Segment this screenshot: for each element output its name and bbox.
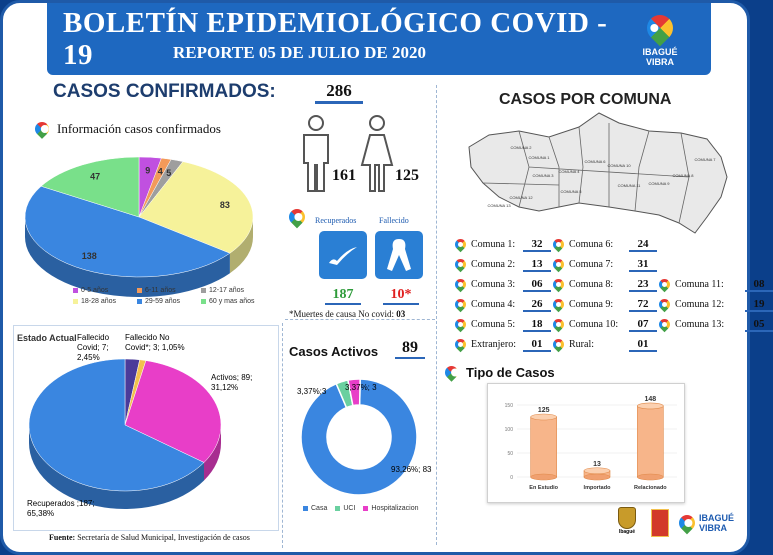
map-label: COMUNA 6 <box>584 159 606 164</box>
alcaldia-logo <box>615 507 639 545</box>
comuna-label: Comuna 9: <box>569 299 614 310</box>
legend-swatch <box>303 506 308 511</box>
shield-icon <box>618 507 636 529</box>
comuna-item <box>553 277 649 290</box>
location-pin-icon <box>453 317 469 333</box>
comuna-label: Comuna 2: <box>471 259 516 270</box>
estado-label-recuperados: Recuperados ;187; 65,38% <box>27 499 95 518</box>
map-label: COMUNA 13 <box>487 203 511 208</box>
estado-label-fallecido-covid: Fallecido Covid; 7; 2,45% <box>77 333 110 362</box>
pie-value-label: 5 <box>166 167 172 178</box>
location-pin-icon <box>657 277 673 293</box>
legend-item <box>73 287 137 294</box>
bar-en-estudio <box>531 417 557 477</box>
confirmed-label: CASOS CONFIRMADOS: <box>53 81 276 102</box>
legend-label: 0-5 años <box>81 287 109 294</box>
bar-base <box>584 474 610 480</box>
comuna-value: 06 <box>523 278 551 292</box>
activos-label-hosp: 3,37%; 3 <box>345 383 377 392</box>
map-label: COMUNA 12 <box>509 195 533 200</box>
pie-value-label: 83 <box>219 199 230 210</box>
comuna-label: Comuna 10: <box>569 319 619 330</box>
source-line <box>49 533 250 542</box>
bar-relacionado <box>637 406 663 477</box>
map-label: COMUNA 9 <box>648 181 670 186</box>
map-label: COMUNA 11 <box>617 183 641 188</box>
women-count: 125 <box>395 167 419 184</box>
ibague-vibra-logo <box>637 11 683 69</box>
comuna-label: Extranjero: <box>471 339 516 350</box>
legend-label: 6-11 años <box>145 287 176 294</box>
comuna-item <box>659 317 765 330</box>
location-pin-icon <box>642 10 679 47</box>
legend-item <box>137 298 201 305</box>
legend-swatch <box>137 288 142 293</box>
comuna-value: 24 <box>629 238 657 252</box>
bar-top <box>531 414 557 420</box>
comuna-item <box>659 277 765 290</box>
legend-swatch <box>335 506 340 511</box>
legend-item <box>363 505 418 512</box>
legend-item <box>303 505 327 512</box>
legend-label: Casa <box>311 505 328 512</box>
comuna-value: 05 <box>745 318 773 332</box>
comuna-value: 72 <box>629 298 657 312</box>
location-pin-icon <box>453 257 469 273</box>
comuna-item <box>455 297 543 310</box>
activos-label: Casos Activos <box>289 344 379 359</box>
bar-value-label: 13 <box>593 460 601 468</box>
legend-item <box>201 287 265 294</box>
location-pin-icon <box>32 119 52 139</box>
deceased-label: Fallecido <box>379 216 409 225</box>
legend-item <box>73 298 137 305</box>
legend-label: Hospitalizacion <box>371 505 419 512</box>
location-pin-icon <box>453 297 469 313</box>
x-tick-label: Importado <box>583 485 611 491</box>
comuna-label: Comuna 1: <box>471 239 516 250</box>
location-pin-icon <box>551 317 567 333</box>
comuna-label: Comuna 7: <box>569 259 614 270</box>
x-tick-label: Relacionado <box>633 485 667 491</box>
recovered-label: Recuperados <box>315 216 357 225</box>
location-pin-icon <box>676 512 699 535</box>
map-label: COMUNA 5 <box>560 189 582 194</box>
comuna-item <box>455 237 543 250</box>
legend-label: 29-59 años <box>145 298 181 305</box>
legend-item <box>201 298 265 305</box>
location-pin-icon <box>286 206 309 229</box>
legend-item <box>137 287 201 294</box>
source-label: Fuente: <box>49 533 76 542</box>
estado-label-activos: Activos; 89; 31,12% <box>211 373 253 392</box>
comuna-item <box>455 317 543 330</box>
source-text: Secretaría de Salud Municipal, Investigación de casos <box>77 533 250 542</box>
legend-label: UCI <box>343 505 356 512</box>
comuna-item <box>455 277 543 290</box>
map-label: COMUNA 2 <box>510 145 532 150</box>
comuna-label: Comuna 3: <box>471 279 516 290</box>
comuna-value: 07 <box>629 318 657 332</box>
comuna-label: Comuna 6: <box>569 239 614 250</box>
location-pin-icon <box>453 237 469 253</box>
legend-swatch <box>73 299 78 304</box>
comuna-value: 01 <box>629 338 657 352</box>
y-tick-label: 50 <box>507 451 513 457</box>
location-pin-icon <box>551 297 567 313</box>
comuna-value: 31 <box>629 258 657 272</box>
legend-item <box>335 505 355 512</box>
confirmed-total: 286 <box>315 81 363 104</box>
alcaldia-logo-text: Ibagué <box>618 529 636 535</box>
recovered-icon <box>319 231 367 279</box>
x-tick-label: En Estudio <box>529 485 559 491</box>
info-confirmed-label: Información casos confirmados <box>57 121 221 136</box>
tipo-bar-chart <box>487 383 685 503</box>
comuna-label: Comuna 5: <box>471 319 516 330</box>
pie-value-label: 138 <box>81 250 97 261</box>
comuna-item <box>553 317 649 330</box>
y-tick-label: 100 <box>504 427 513 433</box>
location-pin-icon <box>453 337 469 353</box>
comuna-value: 23 <box>629 278 657 292</box>
comuna-map <box>459 107 743 235</box>
comuna-value: 18 <box>523 318 551 332</box>
pie-value-label: 47 <box>90 171 101 182</box>
comuna-value: 19 <box>745 298 773 312</box>
location-pin-icon <box>657 317 673 333</box>
woman-icon <box>359 115 395 193</box>
pie-value-label: 4 <box>157 166 163 177</box>
map-label: COMUNA 3 <box>532 173 554 178</box>
footer-ibague-logo <box>679 513 739 533</box>
pie-value-label: 9 <box>145 165 151 176</box>
recovered-value: 187 <box>325 287 361 305</box>
legend-label: 60 y mas años <box>209 298 255 305</box>
location-pin-icon <box>453 277 469 293</box>
legend-label: 12-17 años <box>209 287 245 294</box>
map-label: COMUNA 8 <box>672 173 694 178</box>
tipo-title: Tipo de Casos <box>466 365 555 380</box>
bar-base <box>531 474 557 480</box>
comuna-label: Comuna 12: <box>675 299 725 310</box>
legend-swatch <box>137 299 142 304</box>
map-label: COMUNA 4 <box>558 169 580 174</box>
bar-value-label: 125 <box>537 407 550 414</box>
bar-base <box>637 474 663 480</box>
no-covid-value: 03 <box>396 309 406 319</box>
man-icon <box>299 115 333 193</box>
activos-label-uci: 3,37%;3 <box>297 387 327 396</box>
legend-swatch <box>73 288 78 293</box>
location-pin-icon <box>551 257 567 273</box>
comuna-item <box>455 337 543 350</box>
activos-label-casa: 93,26%; 83 <box>391 465 432 474</box>
divider <box>436 85 437 545</box>
bulletin-title: BOLETÍN EPIDEMIOLÓGICO COVID - 19 <box>63 7 608 71</box>
comuna-value: 26 <box>523 298 551 312</box>
bar-top <box>637 403 663 409</box>
location-pin-icon <box>551 277 567 293</box>
report-date: REPORTE 05 DE JULIO DE 2020 <box>173 43 427 62</box>
y-tick-label: 0 <box>510 475 513 481</box>
comuna-label: Comuna 8: <box>569 279 614 290</box>
legend-swatch <box>201 288 206 293</box>
map-label: COMUNA 7 <box>694 157 716 162</box>
comuna-value: 32 <box>523 238 551 252</box>
y-tick-label: 150 <box>504 403 513 409</box>
comuna-item <box>659 297 765 310</box>
comuna-label: Rural: <box>569 339 594 350</box>
estado-title: Estado Actual <box>17 333 77 343</box>
comuna-value: 13 <box>523 258 551 272</box>
estado-label-fallecido-nocovid: Fallecido No Covid*; 3; 1,05% <box>125 333 185 352</box>
deceased-value: 10* <box>383 287 419 305</box>
comuna-item <box>553 257 649 270</box>
map-label: COMUNA 1 <box>528 155 550 160</box>
map-label: COMUNA 10 <box>607 163 631 168</box>
comuna-title: CASOS POR COMUNA <box>499 91 672 108</box>
age-legend <box>73 287 273 305</box>
no-covid-text: *Muertes de causa No covid: <box>289 309 394 319</box>
tipo-heading <box>445 365 555 380</box>
men-count: 161 <box>332 167 356 184</box>
activos-legend <box>303 505 419 512</box>
comuna-label: Comuna 13: <box>675 319 725 330</box>
comuna-label: Comuna 4: <box>471 299 516 310</box>
no-covid-note <box>289 309 405 319</box>
comuna-label: Comuna 11: <box>675 279 724 290</box>
legend-swatch <box>201 299 206 304</box>
logo-text: IBAGUÉ VIBRA <box>642 47 678 67</box>
legend-label: 18-28 años <box>81 298 117 305</box>
location-pin-icon <box>657 297 673 313</box>
footer-logo-text: IBAGUÉ VIBRA <box>699 513 735 533</box>
divider <box>282 323 283 548</box>
activos-total: 89 <box>395 339 425 359</box>
comuna-item <box>553 237 649 250</box>
comuna-value: 08 <box>745 278 773 292</box>
location-pin-icon <box>551 237 567 253</box>
divider <box>285 319 435 320</box>
ribbon-icon <box>375 231 423 279</box>
comuna-value: 01 <box>523 338 551 352</box>
info-confirmed-heading <box>35 121 221 137</box>
legend-swatch <box>363 506 368 511</box>
location-pin-icon <box>442 363 460 381</box>
badge-logo <box>651 509 669 537</box>
comuna-item <box>455 257 543 270</box>
bar-top <box>584 468 610 474</box>
header-banner <box>47 3 711 75</box>
location-pin-icon <box>551 337 567 353</box>
comuna-item <box>553 337 649 350</box>
bar-value-label: 148 <box>644 395 657 403</box>
comuna-item <box>553 297 649 310</box>
